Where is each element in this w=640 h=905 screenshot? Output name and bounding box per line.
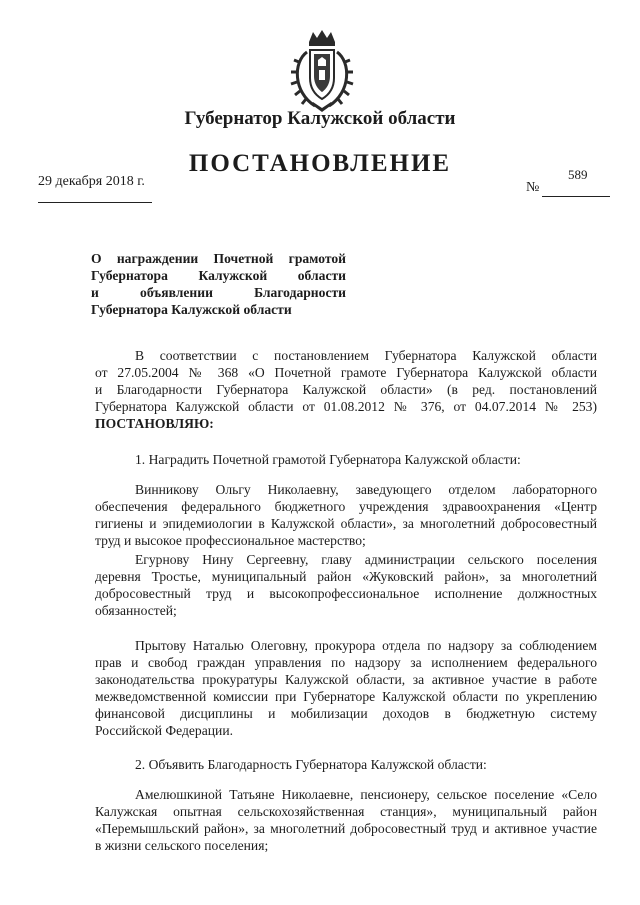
award-paragraph-3 bbox=[95, 637, 597, 739]
paragraph-line: межведомственной комиссии при Губернаторе Калужской области по укреплению bbox=[95, 689, 597, 704]
subject-line: О награждении Почетной грамотой bbox=[91, 251, 346, 266]
preamble-line: и Благодарности Губернатора Калужской области» (в ред. постановлений bbox=[95, 382, 597, 397]
item-1-text: 1. Наградить Почетной грамотой Губернатора Калужской области: bbox=[135, 452, 521, 467]
number-underline bbox=[542, 196, 610, 197]
paragraph-line: добросовестный труд и высокопрофессиональное исполнение должностных bbox=[95, 586, 597, 601]
paragraph-line: прав и свобод граждан управления по надзору за исполнением федерального bbox=[95, 655, 597, 670]
paragraph-line: гигиены и эпидемиологии в Калужской области», за многолетний добросовестный bbox=[95, 516, 597, 531]
paragraph-line: Калужская опытная сельскохозяйственная станция», муниципальный район bbox=[95, 804, 597, 819]
paragraph-line: обеспечения федерального бюджетного учреждения здравоохранения «Центр bbox=[95, 499, 597, 514]
resolve-heading: ПОСТАНОВЛЯЮ: bbox=[95, 416, 214, 431]
document-type: ПОСТАНОВЛЕНИЕ bbox=[188, 150, 452, 177]
preamble-line: Губернатора Калужской области от 01.08.2012 № 376, от 04.07.2014 № 253) bbox=[95, 399, 597, 414]
item-2-heading bbox=[95, 756, 597, 773]
paragraph-line: деревня Тростье, муниципальный район «Жуковский район», за многолетний bbox=[95, 569, 597, 584]
preamble-line: В соответствии с постановлением Губернатора Калужской области bbox=[135, 348, 597, 363]
coat-of-arms-emblem bbox=[287, 28, 357, 114]
paragraph-line: Амелюшкиной Татьяне Николаевне, пенсионеру, сельское поселение «Село bbox=[135, 787, 597, 802]
item-2-text: 2. Объявить Благодарность Губернатора Калужской области: bbox=[135, 757, 487, 772]
award-paragraph-2 bbox=[95, 551, 597, 619]
paragraph-line: Российской Федерации. bbox=[95, 723, 233, 738]
paragraph-line: Егурнову Нину Сергеевну, главу администрации сельского поселения bbox=[135, 552, 597, 567]
number-label: № bbox=[526, 180, 540, 195]
paragraph-line: законодательства прокуратуры Калужской области, за активное участие в работе bbox=[95, 672, 597, 687]
paragraph-line: «Перемышльский район», за многолетний добросовестный труд и активное участие bbox=[95, 821, 597, 836]
document-number: 589 bbox=[568, 167, 588, 182]
subject-line: Губернатора Калужской области bbox=[91, 302, 292, 317]
paragraph-line: Прытову Наталью Олеговну, прокурора отдела по надзору за соблюдением bbox=[135, 638, 597, 653]
paragraph-line: обязанностей; bbox=[95, 603, 177, 618]
subject-line: Губернатора Калужской области bbox=[91, 268, 346, 283]
gratitude-paragraph-1 bbox=[95, 786, 597, 854]
document-subject bbox=[91, 250, 346, 318]
paragraph-line: Винникову Ольгу Николаевну, заведующего отделом лабораторного bbox=[135, 482, 597, 497]
preamble-line: от 27.05.2004 № 368 «О Почетной грамоте Губернатора Калужской области bbox=[95, 365, 597, 380]
award-paragraph-1 bbox=[95, 481, 597, 549]
subject-line: и объявлении Благодарности bbox=[91, 285, 346, 300]
paragraph-line: в жизни сельского поселения; bbox=[95, 838, 269, 853]
item-1-heading bbox=[95, 451, 597, 468]
issuer-title: Губернатор Калужской области bbox=[184, 108, 456, 129]
paragraph-line: финансовой дисциплины и мобилизации доходов в бюджетную систему bbox=[95, 706, 597, 721]
paragraph-line: труд и высокое профессиональное мастерство; bbox=[95, 533, 366, 548]
preamble-paragraph bbox=[95, 347, 597, 432]
document-date: 29 декабря 2018 г. bbox=[38, 174, 152, 203]
